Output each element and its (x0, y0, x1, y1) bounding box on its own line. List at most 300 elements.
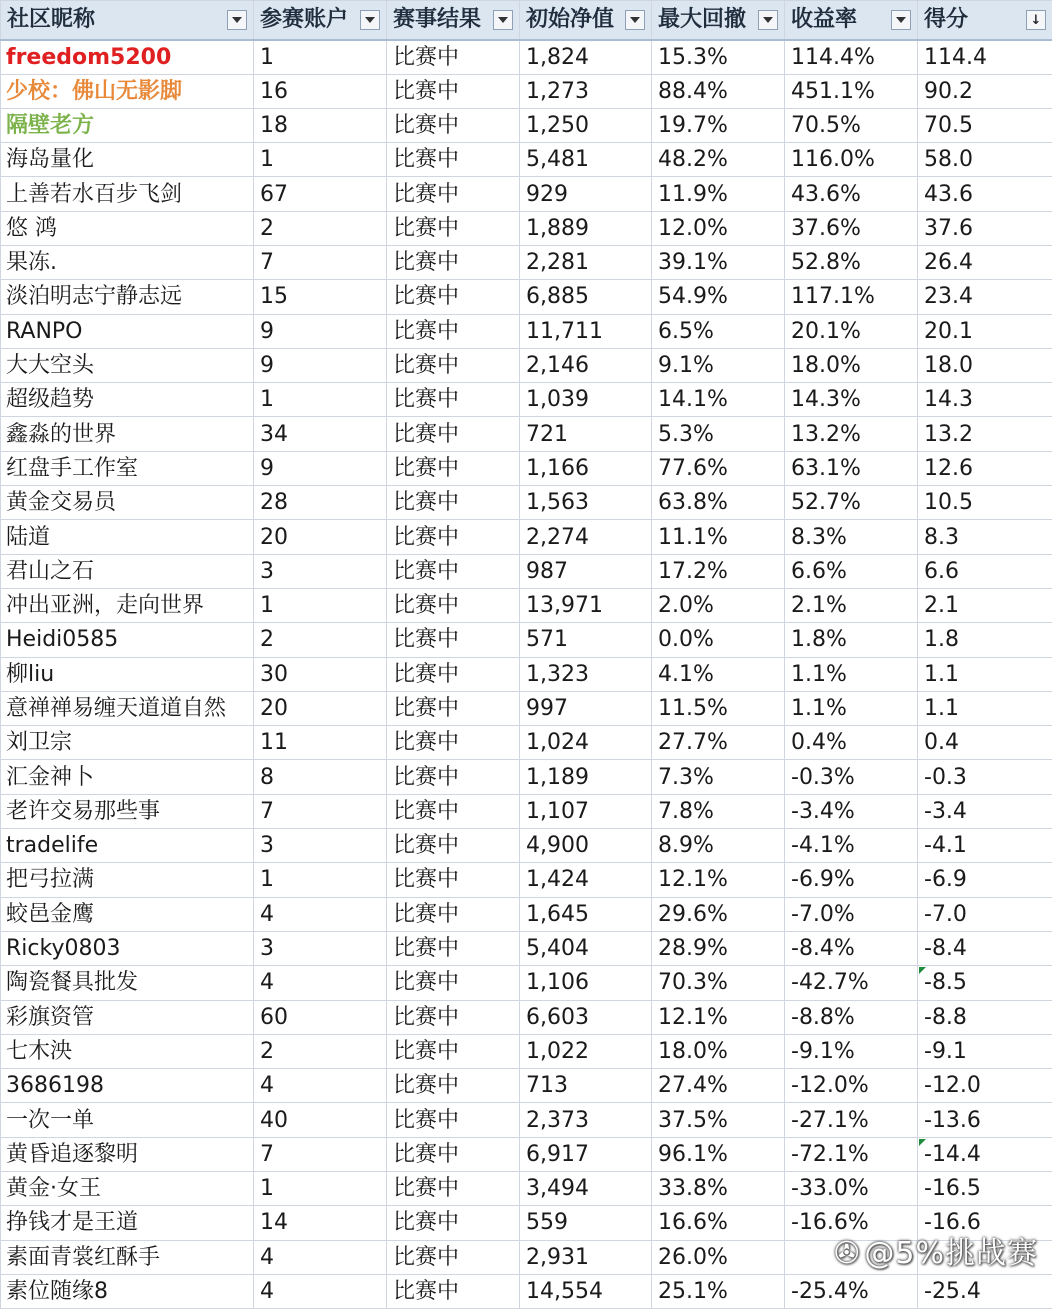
cell-accounts[interactable]: 9 (254, 314, 387, 348)
cell-result[interactable]: 比赛中 (387, 863, 520, 897)
cell-nickname[interactable]: 君山之石 (1, 554, 254, 588)
cell-max-drawdown[interactable]: 9.1% (652, 348, 785, 382)
cell-accounts[interactable]: 20 (254, 691, 387, 725)
cell-max-drawdown[interactable]: 63.8% (652, 486, 785, 520)
cell-max-drawdown[interactable]: 54.9% (652, 280, 785, 314)
cell-score[interactable]: 1.1 (918, 691, 1052, 725)
cell-initial-nav[interactable]: 1,189 (520, 760, 652, 794)
table-row (1, 726, 1052, 760)
cell-max-drawdown[interactable]: 17.2% (652, 554, 785, 588)
cell-initial-nav[interactable]: 2,146 (520, 348, 652, 382)
cell-nickname[interactable]: 淡泊明志宁静志远 (1, 280, 254, 314)
cell-result[interactable]: 比赛中 (387, 829, 520, 863)
cell-accounts[interactable]: 28 (254, 486, 387, 520)
cell-result[interactable]: 比赛中 (387, 794, 520, 828)
cell-accounts[interactable]: 16 (254, 74, 387, 108)
cell-result[interactable]: 比赛中 (387, 1000, 520, 1034)
cell-nickname[interactable]: 红盘手工作室 (1, 451, 254, 485)
cell-return[interactable]: 52.8% (785, 245, 918, 279)
cell-initial-nav[interactable]: 713 (520, 1069, 652, 1103)
cell-return[interactable]: -6.9% (785, 863, 918, 897)
cell-initial-nav[interactable]: 1,323 (520, 657, 652, 691)
cell-return[interactable]: -9.1% (785, 1034, 918, 1068)
cell-return[interactable]: 18.0% (785, 348, 918, 382)
cell-return[interactable]: -0.3% (785, 760, 918, 794)
cell-initial-nav[interactable]: 1,273 (520, 74, 652, 108)
cell-return[interactable]: 117.1% (785, 280, 918, 314)
cell-return[interactable]: 1.1% (785, 657, 918, 691)
cell-nickname[interactable]: 隔壁老方 (1, 108, 254, 142)
cell-nickname[interactable]: 黄金交易员 (1, 486, 254, 520)
cell-max-drawdown[interactable]: 25.1% (652, 1274, 785, 1308)
cell-score[interactable]: 13.2 (918, 417, 1052, 451)
cell-initial-nav[interactable]: 1,645 (520, 897, 652, 931)
cell-return[interactable]: -42.7% (785, 966, 918, 1000)
cell-accounts[interactable]: 4 (254, 966, 387, 1000)
cell-accounts[interactable]: 1 (254, 40, 387, 75)
cell-return[interactable]: 70.5% (785, 108, 918, 142)
cell-max-drawdown[interactable]: 26.0% (652, 1240, 785, 1274)
cell-accounts[interactable]: 18 (254, 108, 387, 142)
cell-score[interactable]: 18.0 (918, 348, 1052, 382)
filter-dropdown-icon[interactable] (360, 10, 380, 30)
cell-initial-nav[interactable]: 5,404 (520, 931, 652, 965)
cell-nickname[interactable]: 果冻. (1, 245, 254, 279)
table-row (1, 143, 1052, 177)
watermark (834, 1228, 1038, 1272)
table-row (1, 966, 1052, 1000)
cell-accounts[interactable]: 3 (254, 931, 387, 965)
table-row (1, 897, 1052, 931)
cell-return[interactable]: 14.3% (785, 383, 918, 417)
table-row (1, 829, 1052, 863)
cell-initial-nav[interactable]: 5,481 (520, 143, 652, 177)
cell-result[interactable]: 比赛中 (387, 143, 520, 177)
cell-max-drawdown[interactable]: 77.6% (652, 451, 785, 485)
cell-score[interactable]: -12.0 (918, 1069, 1052, 1103)
cell-accounts[interactable]: 1 (254, 863, 387, 897)
cell-return[interactable]: 37.6% (785, 211, 918, 245)
cell-return[interactable]: 63.1% (785, 451, 918, 485)
cell-score[interactable]: 14.3 (918, 383, 1052, 417)
cell-result[interactable]: 比赛中 (387, 383, 520, 417)
cell-max-drawdown[interactable]: 70.3% (652, 966, 785, 1000)
cell-return[interactable]: -27.1% (785, 1103, 918, 1137)
filter-dropdown-icon[interactable] (227, 10, 247, 30)
cell-nickname[interactable]: 柳liu (1, 657, 254, 691)
cell-score[interactable]: -4.1 (918, 829, 1052, 863)
cell-score[interactable]: -6.9 (918, 863, 1052, 897)
cell-result[interactable]: 比赛中 (387, 1206, 520, 1240)
cell-initial-nav[interactable]: 6,917 (520, 1137, 652, 1171)
cell-initial-nav[interactable]: 929 (520, 177, 652, 211)
cell-result[interactable]: 比赛中 (387, 108, 520, 142)
cell-return[interactable]: 20.1% (785, 314, 918, 348)
cell-accounts[interactable]: 30 (254, 657, 387, 691)
cell-accounts[interactable]: 1 (254, 143, 387, 177)
filter-dropdown-icon[interactable] (891, 10, 911, 30)
cell-max-drawdown[interactable]: 15.3% (652, 40, 785, 75)
cell-initial-nav[interactable]: 559 (520, 1206, 652, 1240)
cell-initial-nav[interactable]: 13,971 (520, 588, 652, 622)
cell-initial-nav[interactable]: 11,711 (520, 314, 652, 348)
cell-max-drawdown[interactable]: 39.1% (652, 245, 785, 279)
cell-accounts[interactable]: 4 (254, 1069, 387, 1103)
cell-max-drawdown[interactable]: 88.4% (652, 74, 785, 108)
cell-accounts[interactable]: 67 (254, 177, 387, 211)
table-body (1, 40, 1052, 1309)
cell-accounts[interactable]: 3 (254, 829, 387, 863)
header-label: 参赛账户 (260, 7, 349, 33)
cell-score[interactable]: -16.6 (918, 1206, 1052, 1240)
cell-result[interactable]: 比赛中 (387, 897, 520, 931)
cell-max-drawdown[interactable]: 33.8% (652, 1172, 785, 1206)
cell-nickname[interactable]: 意禅禅易缠天道道自然 (1, 691, 254, 725)
cell-result[interactable]: 比赛中 (387, 486, 520, 520)
cell-initial-nav[interactable]: 1,824 (520, 40, 652, 75)
cell-max-drawdown[interactable]: 7.8% (652, 794, 785, 828)
cell-result[interactable]: 比赛中 (387, 40, 520, 75)
cell-return[interactable]: -25.4% (785, 1274, 918, 1308)
cell-result[interactable]: 比赛中 (387, 554, 520, 588)
cell-accounts[interactable]: 7 (254, 794, 387, 828)
header-result (387, 1, 520, 40)
cell-score[interactable]: 10.5 (918, 486, 1052, 520)
cell-nickname[interactable]: 陆道 (1, 520, 254, 554)
table-row (1, 760, 1052, 794)
cell-initial-nav[interactable]: 721 (520, 417, 652, 451)
cell-nickname[interactable]: 大大空头 (1, 348, 254, 382)
sort-descending-icon[interactable]: ↓ (1026, 10, 1046, 30)
cell-max-drawdown[interactable]: 5.3% (652, 417, 785, 451)
cell-accounts[interactable]: 1 (254, 588, 387, 622)
cell-score[interactable]: 2.1 (918, 588, 1052, 622)
cell-result[interactable]: 比赛中 (387, 1240, 520, 1274)
cell-score[interactable]: 114.4 (918, 40, 1052, 75)
cell-nickname[interactable]: 上善若水百步飞剑 (1, 177, 254, 211)
table-row (1, 588, 1052, 622)
cell-result[interactable]: 比赛中 (387, 417, 520, 451)
table-row (1, 74, 1052, 108)
table-row (1, 1172, 1052, 1206)
cell-initial-nav[interactable]: 2,373 (520, 1103, 652, 1137)
cell-max-drawdown[interactable]: 29.6% (652, 897, 785, 931)
cell-nickname[interactable]: 七木泱 (1, 1034, 254, 1068)
cell-accounts[interactable]: 2 (254, 623, 387, 657)
header-label: 初始净值 (526, 7, 615, 33)
cell-nickname[interactable]: 汇金神卜 (1, 760, 254, 794)
cell-initial-nav[interactable]: 2,274 (520, 520, 652, 554)
cell-max-drawdown[interactable]: 27.4% (652, 1069, 785, 1103)
cell-max-drawdown[interactable]: 14.1% (652, 383, 785, 417)
cell-return[interactable]: -8.4% (785, 931, 918, 965)
cell-max-drawdown[interactable]: 48.2% (652, 143, 785, 177)
cell-initial-nav[interactable]: 1,250 (520, 108, 652, 142)
cell-max-drawdown[interactable]: 8.9% (652, 829, 785, 863)
cell-nickname[interactable]: 少校：佛山无影脚 (1, 74, 254, 108)
cell-score[interactable]: -25.4 (918, 1274, 1052, 1308)
cell-max-drawdown[interactable]: 28.9% (652, 931, 785, 965)
cell-score[interactable]: -3.4 (918, 794, 1052, 828)
cell-return[interactable]: -12.0% (785, 1069, 918, 1103)
table-row (1, 1034, 1052, 1068)
cell-result[interactable]: 比赛中 (387, 348, 520, 382)
cell-nickname[interactable]: 黄金·女王 (1, 1172, 254, 1206)
cell-nickname[interactable]: 海岛量化 (1, 143, 254, 177)
cell-result[interactable]: 比赛中 (387, 966, 520, 1000)
cell-return[interactable]: -16.6% (785, 1206, 918, 1240)
cell-result[interactable]: 比赛中 (387, 760, 520, 794)
cell-nickname[interactable]: tradelife (1, 829, 254, 863)
cell-max-drawdown[interactable]: 12.1% (652, 863, 785, 897)
cell-max-drawdown[interactable]: 2.0% (652, 588, 785, 622)
cell-accounts[interactable]: 2 (254, 1034, 387, 1068)
cell-nickname[interactable]: 悠 鸿 (1, 211, 254, 245)
cell-max-drawdown[interactable]: 0.0% (652, 623, 785, 657)
table-row (1, 211, 1052, 245)
cell-accounts[interactable]: 8 (254, 760, 387, 794)
cell-result[interactable]: 比赛中 (387, 451, 520, 485)
cell-accounts[interactable]: 3 (254, 554, 387, 588)
cell-initial-nav[interactable]: 1,563 (520, 486, 652, 520)
cell-score[interactable]: -8.8 (918, 1000, 1052, 1034)
table-row (1, 520, 1052, 554)
header-initial-nav (520, 1, 652, 40)
filter-dropdown-icon[interactable] (625, 10, 645, 30)
cell-nickname[interactable]: 老许交易那些事 (1, 794, 254, 828)
cell-initial-nav[interactable]: 1,106 (520, 966, 652, 1000)
cell-score[interactable]: 1.1 (918, 657, 1052, 691)
cell-initial-nav[interactable]: 2,931 (520, 1240, 652, 1274)
cell-return[interactable]: -4.1% (785, 829, 918, 863)
cell-nickname[interactable]: 把弓拉满 (1, 863, 254, 897)
cell-initial-nav[interactable]: 1,039 (520, 383, 652, 417)
cell-accounts[interactable]: 7 (254, 245, 387, 279)
cell-max-drawdown[interactable]: 18.0% (652, 1034, 785, 1068)
cell-max-drawdown[interactable]: 12.1% (652, 1000, 785, 1034)
cell-result[interactable]: 比赛中 (387, 1069, 520, 1103)
cell-score[interactable]: 8.3 (918, 520, 1052, 554)
cell-accounts[interactable]: 4 (254, 1240, 387, 1274)
cell-return[interactable]: 116.0% (785, 143, 918, 177)
cell-nickname[interactable]: freedom5200 (1, 40, 254, 75)
header-return (785, 1, 918, 40)
cell-initial-nav[interactable]: 987 (520, 554, 652, 588)
cell-result[interactable]: 比赛中 (387, 1103, 520, 1137)
cell-accounts[interactable]: 11 (254, 726, 387, 760)
table-row (1, 177, 1052, 211)
cell-result[interactable]: 比赛中 (387, 1137, 520, 1171)
table-row (1, 108, 1052, 142)
cell-score[interactable]: -8.5 (918, 966, 1052, 1000)
header-label: 最大回撤 (658, 7, 747, 33)
cell-score[interactable]: 26.4 (918, 245, 1052, 279)
cell-result[interactable]: 比赛中 (387, 726, 520, 760)
cell-score[interactable]: 20.1 (918, 314, 1052, 348)
cell-nickname[interactable]: 素面青裳红酥手 (1, 1240, 254, 1274)
cell-initial-nav[interactable]: 1,889 (520, 211, 652, 245)
cell-max-drawdown[interactable]: 11.9% (652, 177, 785, 211)
cell-return[interactable]: -33.0% (785, 1172, 918, 1206)
cell-return[interactable]: 43.6% (785, 177, 918, 211)
cell-score[interactable]: 90.2 (918, 74, 1052, 108)
cell-accounts[interactable]: 4 (254, 897, 387, 931)
cell-max-drawdown[interactable]: 6.5% (652, 314, 785, 348)
cell-max-drawdown[interactable]: 96.1% (652, 1137, 785, 1171)
cell-accounts[interactable]: 15 (254, 280, 387, 314)
cell-score[interactable]: 37.6 (918, 211, 1052, 245)
cell-score[interactable]: 12.6 (918, 451, 1052, 485)
cell-accounts[interactable]: 9 (254, 348, 387, 382)
header-row (1, 1, 1052, 40)
cell-result[interactable]: 比赛中 (387, 314, 520, 348)
cell-accounts[interactable]: 1 (254, 1172, 387, 1206)
cell-accounts[interactable]: 2 (254, 211, 387, 245)
cell-initial-nav[interactable]: 1,166 (520, 451, 652, 485)
cell-max-drawdown[interactable]: 7.3% (652, 760, 785, 794)
comment-indicator-icon (919, 1139, 926, 1146)
cell-initial-nav[interactable]: 3,494 (520, 1172, 652, 1206)
cell-result[interactable]: 比赛中 (387, 691, 520, 725)
cell-nickname[interactable]: Ricky0803 (1, 931, 254, 965)
cell-result[interactable]: 比赛中 (387, 280, 520, 314)
cell-max-drawdown[interactable]: 16.6% (652, 1206, 785, 1240)
cell-max-drawdown[interactable]: 12.0% (652, 211, 785, 245)
cell-accounts[interactable]: 7 (254, 1137, 387, 1171)
cell-result[interactable]: 比赛中 (387, 520, 520, 554)
cell-accounts[interactable]: 4 (254, 1274, 387, 1308)
cell-initial-nav[interactable]: 571 (520, 623, 652, 657)
cell-accounts[interactable]: 9 (254, 451, 387, 485)
cell-nickname[interactable]: 蛟邑金鹰 (1, 897, 254, 931)
cell-score[interactable]: 1.8 (918, 623, 1052, 657)
cell-score[interactable]: -7.0 (918, 897, 1052, 931)
cell-accounts[interactable]: 20 (254, 520, 387, 554)
table-row (1, 657, 1052, 691)
cell-score[interactable]: 58.0 (918, 143, 1052, 177)
cell-accounts[interactable]: 34 (254, 417, 387, 451)
cell-nickname[interactable]: Heidi0585 (1, 623, 254, 657)
cell-max-drawdown[interactable]: 37.5% (652, 1103, 785, 1137)
cell-return[interactable]: -8.8% (785, 1000, 918, 1034)
table-row (1, 417, 1052, 451)
cell-accounts[interactable]: 40 (254, 1103, 387, 1137)
cell-nickname[interactable]: 3686198 (1, 1069, 254, 1103)
cell-return[interactable]: 0.4% (785, 726, 918, 760)
cell-max-drawdown[interactable]: 11.5% (652, 691, 785, 725)
cell-nickname[interactable]: 彩旗资管 (1, 1000, 254, 1034)
header-score (918, 1, 1052, 40)
cell-initial-nav[interactable]: 1,107 (520, 794, 652, 828)
cell-score[interactable]: 23.4 (918, 280, 1052, 314)
cell-return[interactable]: -72.1% (785, 1137, 918, 1171)
cell-return[interactable]: 13.2% (785, 417, 918, 451)
cell-result[interactable]: 比赛中 (387, 1274, 520, 1308)
cell-result[interactable]: 比赛中 (387, 74, 520, 108)
cell-return[interactable]: 6.6% (785, 554, 918, 588)
cell-result[interactable]: 比赛中 (387, 1172, 520, 1206)
cell-nickname[interactable]: 挣钱才是王道 (1, 1206, 254, 1240)
table-row (1, 40, 1052, 75)
cell-return[interactable]: 1.8% (785, 623, 918, 657)
table-row (1, 486, 1052, 520)
cell-nickname[interactable]: RANPO (1, 314, 254, 348)
cell-score[interactable]: -16.5 (918, 1172, 1052, 1206)
cell-nickname[interactable]: 刘卫宗 (1, 726, 254, 760)
cell-score[interactable]: 43.6 (918, 177, 1052, 211)
cell-initial-nav[interactable]: 4,900 (520, 829, 652, 863)
cell-initial-nav[interactable]: 14,554 (520, 1274, 652, 1308)
cell-initial-nav[interactable]: 1,022 (520, 1034, 652, 1068)
cell-result[interactable]: 比赛中 (387, 588, 520, 622)
cell-score[interactable]: -8.4 (918, 931, 1052, 965)
cell-accounts[interactable]: 14 (254, 1206, 387, 1240)
cell-nickname[interactable]: 鑫淼的世界 (1, 417, 254, 451)
cell-score[interactable]: 70.5 (918, 108, 1052, 142)
cell-return[interactable]: 52.7% (785, 486, 918, 520)
cell-return[interactable]: 451.1% (785, 74, 918, 108)
cell-return[interactable]: 1.1% (785, 691, 918, 725)
cell-result[interactable]: 比赛中 (387, 1034, 520, 1068)
cell-max-drawdown[interactable]: 27.7% (652, 726, 785, 760)
cell-nickname[interactable]: 陶瓷餐具批发 (1, 966, 254, 1000)
cell-score[interactable]: 6.6 (918, 554, 1052, 588)
cell-score[interactable]: -14.4 (918, 1137, 1052, 1171)
table-row (1, 280, 1052, 314)
cell-return[interactable]: 2.1% (785, 588, 918, 622)
wechat-icon: ✇ (834, 1236, 861, 1271)
cell-max-drawdown[interactable]: 11.1% (652, 520, 785, 554)
cell-nickname[interactable]: 冲出亚洲，走向世界 (1, 588, 254, 622)
cell-initial-nav[interactable]: 6,603 (520, 1000, 652, 1034)
table-row (1, 691, 1052, 725)
cell-nickname[interactable]: 一次一单 (1, 1103, 254, 1137)
cell-return[interactable]: 114.4% (785, 40, 918, 75)
cell-initial-nav[interactable]: 997 (520, 691, 652, 725)
header-label: 社区昵称 (7, 7, 96, 33)
cell-score[interactable]: -0.3 (918, 760, 1052, 794)
cell-return[interactable]: -3.4% (785, 794, 918, 828)
cell-accounts[interactable]: 1 (254, 383, 387, 417)
cell-max-drawdown[interactable]: 19.7% (652, 108, 785, 142)
cell-return[interactable]: 8.3% (785, 520, 918, 554)
cell-initial-nav[interactable]: 1,024 (520, 726, 652, 760)
header-accounts (254, 1, 387, 40)
filter-dropdown-icon[interactable] (493, 10, 513, 30)
table-row (1, 451, 1052, 485)
cell-nickname[interactable]: 素位随缘8 (1, 1274, 254, 1308)
cell-score[interactable]: -9.1 (918, 1034, 1052, 1068)
header-max-drawdown (652, 1, 785, 40)
cell-result[interactable]: 比赛中 (387, 657, 520, 691)
cell-nickname[interactable]: 黄昏追逐黎明 (1, 1137, 254, 1171)
cell-result[interactable]: 比赛中 (387, 245, 520, 279)
filter-dropdown-icon[interactable] (758, 10, 778, 30)
cell-score[interactable]: 0.4 (918, 726, 1052, 760)
cell-result[interactable]: 比赛中 (387, 623, 520, 657)
cell-accounts[interactable]: 60 (254, 1000, 387, 1034)
cell-initial-nav[interactable]: 6,885 (520, 280, 652, 314)
cell-score[interactable]: -13.6 (918, 1103, 1052, 1137)
cell-initial-nav[interactable]: 1,424 (520, 863, 652, 897)
cell-result[interactable]: 比赛中 (387, 931, 520, 965)
cell-nickname[interactable]: 超级趋势 (1, 383, 254, 417)
cell-result[interactable]: 比赛中 (387, 177, 520, 211)
cell-initial-nav[interactable]: 2,281 (520, 245, 652, 279)
cell-result[interactable]: 比赛中 (387, 211, 520, 245)
cell-return[interactable]: -7.0% (785, 897, 918, 931)
cell-max-drawdown[interactable]: 4.1% (652, 657, 785, 691)
